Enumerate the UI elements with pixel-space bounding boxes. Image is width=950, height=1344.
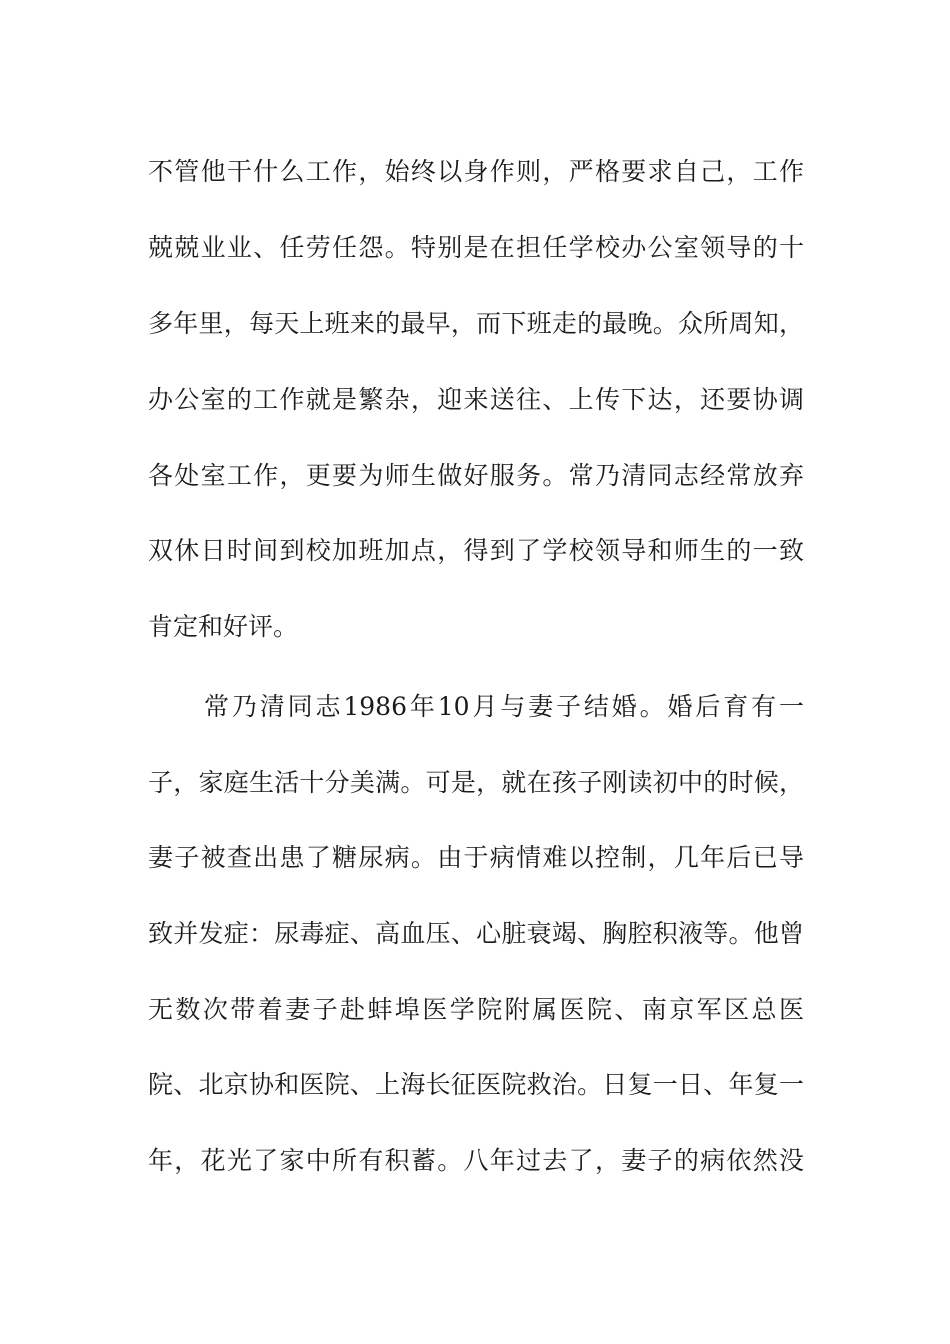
text-line: 致并发症：尿毒症、高血压、心脏衰竭、胸腔积液等。他曾 [148, 919, 804, 948]
text-line: 各处室工作，更要为师生做好服务。常乃清同志经常放弃 [148, 461, 804, 490]
text-line: 肯定和好评。 [148, 612, 299, 641]
text-line: 子，家庭生活十分美满。可是，就在孩子刚读初中的时候， [148, 768, 804, 797]
text-line: 兢兢业业、任劳任怨。特别是在担任学校办公室领导的十 [148, 233, 804, 262]
text-line: 年，花光了家中所有积蓄。八年过去了，妻子的病依然没 [148, 1146, 804, 1175]
text-line: 多年里，每天上班来的最早，而下班走的最晚。众所周知， [148, 309, 804, 338]
text-line: 不管他干什么工作，始终以身作则，严格要求自己，工作 [148, 157, 804, 186]
text-line: 无数次带着妻子赴蚌埠医学院附属医院、南京军区总医 [148, 995, 804, 1024]
text-line: 办公室的工作就是繁杂，迎来送往、上传下达，还要协调 [148, 385, 804, 414]
text-line: 双休日时间到校加班加点，得到了学校领导和师生的一致 [148, 536, 804, 565]
text-line: 妻子被查出患了糖尿病。由于病情难以控制，几年后已导 [148, 843, 804, 872]
paragraph-first-line: 常乃清同志1986年10月与妻子结婚。婚后育有一 [204, 692, 804, 721]
text-line: 院、北京协和医院、上海长征医院救治。日复一日、年复一 [148, 1070, 804, 1099]
